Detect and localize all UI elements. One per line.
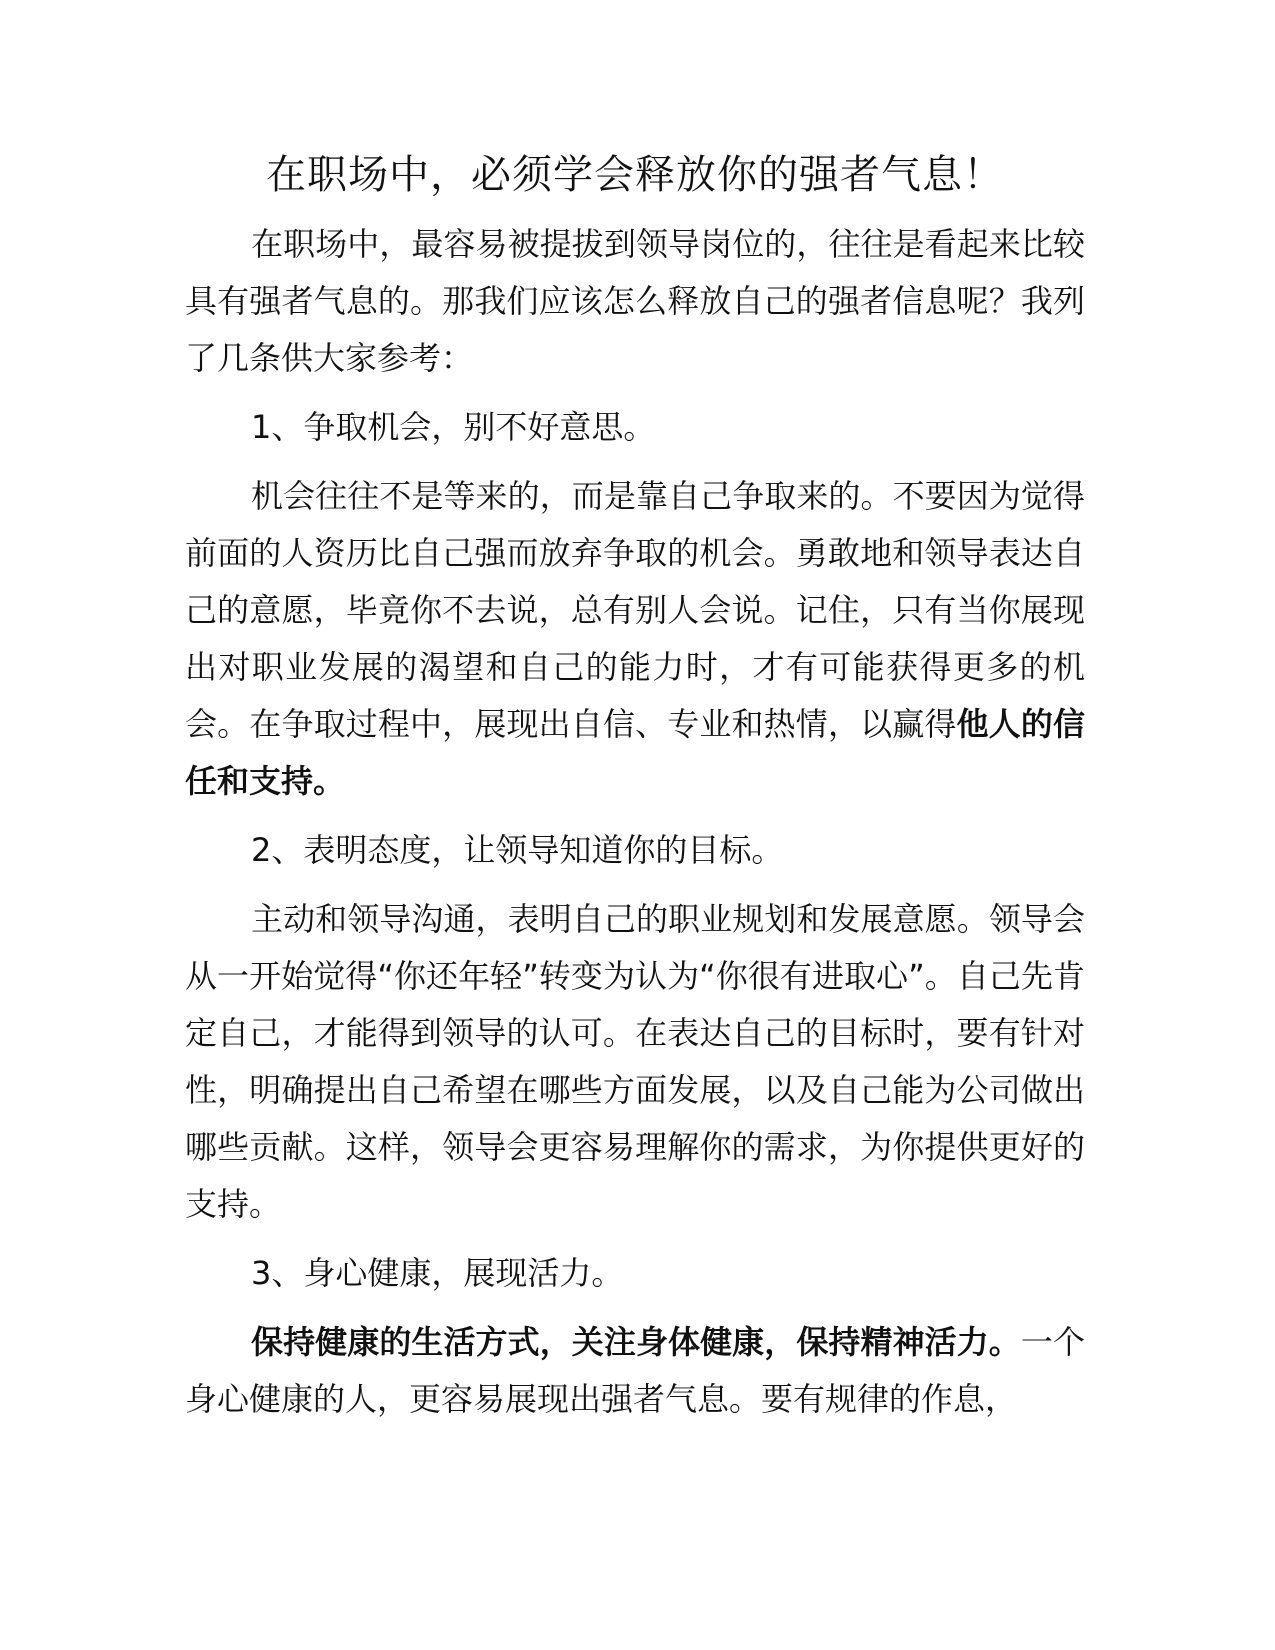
section-2-heading: 2、表明态度，让领导知道你的目标。 (251, 831, 784, 869)
section-1-body (185, 468, 1085, 810)
section-1-heading: 1、争取机会，别不好意思。 (251, 408, 656, 446)
section-3-body (185, 1314, 1085, 1428)
section-2-body: 主动和领导沟通，表明自己的职业规划和发展意愿。领导会从一开始觉得“你还年轻”转变为认为“你很有进取心”。自己先肯定自己，才能得到领导的认可。在表达自己的目标时，要有针对性，明确提出自己希望在哪些方面发展，以及自己能为公司做出哪些贡献。这样，领导会更容易理解你的需求，为你提供更好的支持。 (185, 900, 1085, 1223)
document-title: 在职场中，必须学会释放你的强者气息！ (266, 152, 1004, 198)
section-1-body-text: 机会往往不是等来的，而是靠自己争取来的。不要因为觉得前面的人资历比自己强而放弃争取的机会。勇敢地和领导表达自己的意愿，毕竟你不去说，总有别人会说。记住，只有当你展现出对职业发展的渴望和自己的能力时，才有可能获得更多的机会。在争取过程中，展现出自信、专业和热情，以赢得 (185, 477, 1085, 743)
section-3-body-text: 一个身心健康的人，更容易展现出强者气息。要有规律的作息， (185, 1323, 1085, 1418)
section-1-body-tail: 他人的信任和支持。 (185, 705, 1085, 800)
section-3-body-lead: 保持健康的生活方式，关注身体健康，保持精神活力。 (251, 1323, 1021, 1361)
intro-paragraph: 在职场中，最容易被提拔到领导岗位的，往往是看起来比较具有强者气息的。那我们应该怎么释放自己的强者信息呢？我列了几条供大家参考： (185, 225, 1085, 377)
section-3-heading: 3、身心健康，展现活力。 (251, 1254, 624, 1292)
document-page (185, 150, 1085, 1440)
